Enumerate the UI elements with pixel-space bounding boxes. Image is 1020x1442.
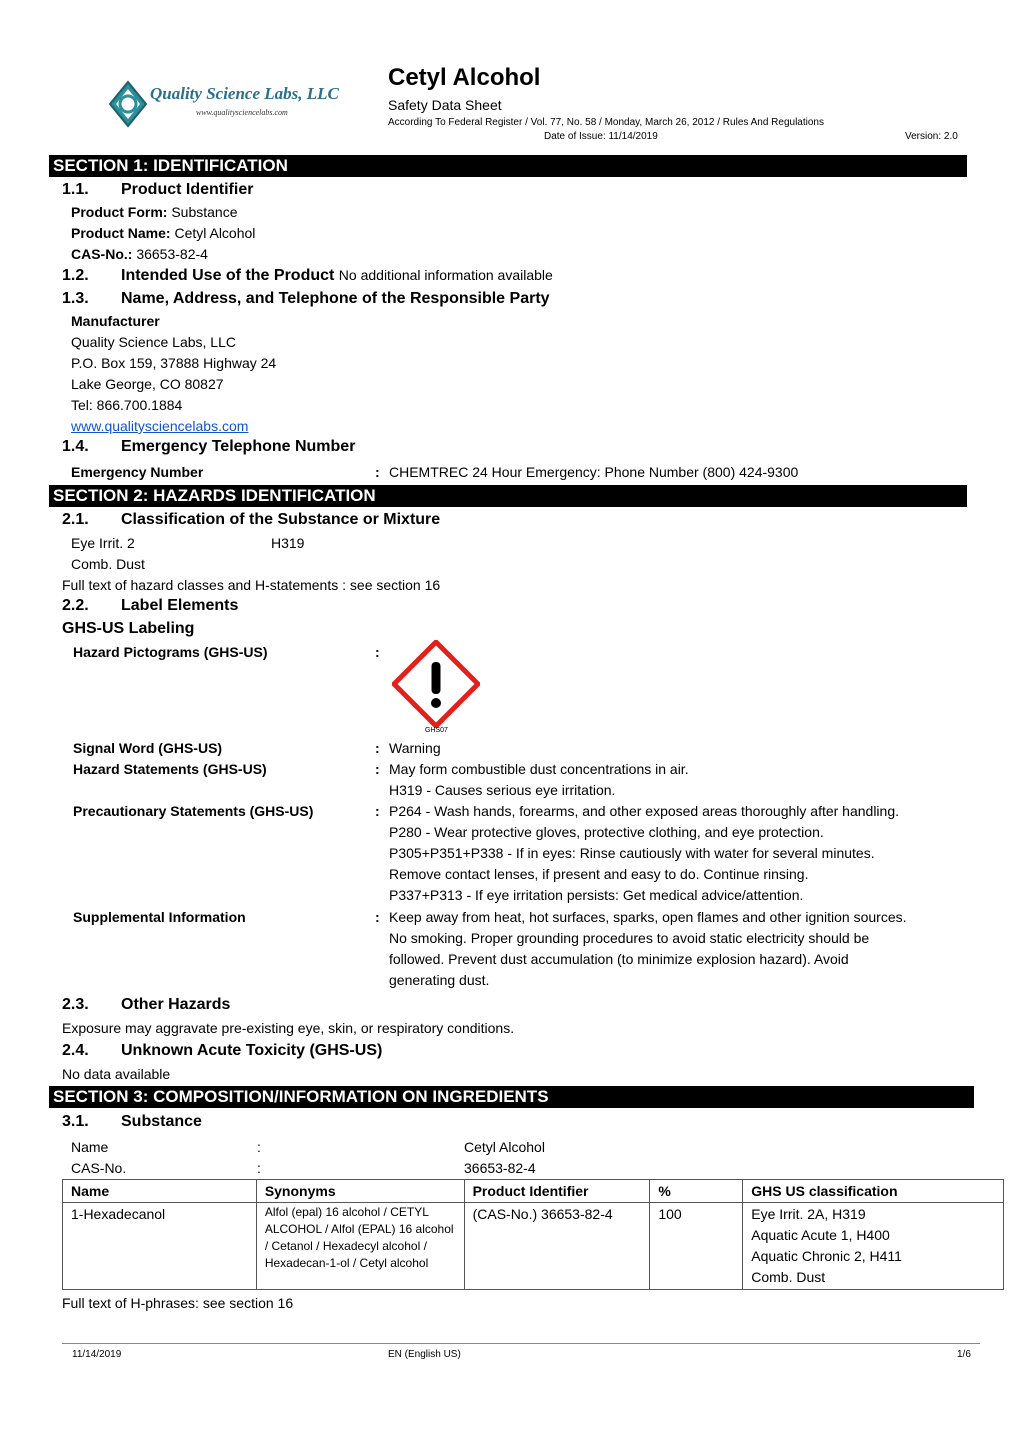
hazard-colon: : bbox=[375, 761, 380, 777]
precaution-4: Remove contact lenses, if present and easy to do. Continue rinsing. bbox=[389, 866, 809, 882]
product-form-value: Substance bbox=[171, 204, 238, 220]
precaution-3: P305+P351+P338 - If in eyes: Rinse cautiously with water for several minutes. bbox=[389, 845, 875, 861]
product-name-value: Cetyl Alcohol bbox=[174, 225, 256, 241]
s14-number: 1.4. bbox=[62, 438, 89, 455]
s21-title: Classification of the Substance or Mixture bbox=[121, 511, 441, 528]
col-header-percent: % bbox=[650, 1180, 743, 1203]
s13-number: 1.3. bbox=[62, 290, 89, 307]
cas-value: 36653-82-4 bbox=[136, 246, 208, 262]
supplemental-2: No smoking. Proper grounding procedures to avoid static electricity should be bbox=[389, 930, 870, 946]
section-3-header: SECTION 3: COMPOSITION/INFORMATION ON INGREDIENTS bbox=[49, 1086, 974, 1108]
date-of-issue: Date of Issue: 11/14/2019 bbox=[544, 131, 658, 142]
product-form bbox=[71, 202, 238, 223]
s23-value: Exposure may aggravate pre-existing eye, skin, or respiratory conditions. bbox=[62, 1020, 515, 1036]
s11-title: Product Identifier bbox=[121, 181, 254, 198]
class-comb-dust: Comb. Dust bbox=[71, 556, 145, 572]
signal-word-label: Signal Word (GHS-US) bbox=[73, 740, 223, 756]
address-line-2: Lake George, CO 80827 bbox=[71, 376, 224, 392]
supplemental-colon: : bbox=[375, 909, 380, 925]
precaution-1: P264 - Wash hands, forearms, and other exposed areas thoroughly after handling. bbox=[389, 803, 900, 819]
substance-name-label: Name bbox=[71, 1139, 109, 1155]
h-phrases-note: Full text of H-phrases: see section 16 bbox=[62, 1295, 294, 1311]
hazard-statements-label: Hazard Statements (GHS-US) bbox=[73, 761, 267, 777]
regulation-text: According To Federal Register / Vol. 77, No. 58 / Monday, March 26, 2012 / Rules And Regulations bbox=[388, 117, 824, 128]
substance-name-value: Cetyl Alcohol bbox=[464, 1139, 545, 1155]
precaution-colon: : bbox=[375, 803, 380, 819]
table-row bbox=[63, 1203, 1004, 1290]
s12-title: Intended Use of the Product bbox=[121, 267, 335, 284]
hazard-statement-2: H319 - Causes serious eye irritation. bbox=[389, 782, 616, 798]
telephone: Tel: 866.700.1884 bbox=[71, 397, 183, 413]
signal-colon: : bbox=[375, 740, 380, 756]
product-name-label: Product Name: bbox=[71, 225, 171, 241]
pictograms-colon: : bbox=[375, 644, 380, 660]
s22-number: 2.2. bbox=[62, 597, 89, 614]
s23-number: 2.3. bbox=[62, 996, 89, 1013]
page-title: Cetyl Alcohol bbox=[388, 64, 541, 91]
company-logo bbox=[108, 80, 348, 130]
cell-synonyms: Alfol (epal) 16 alcohol / CETYL ALCOHOL / Alfol (EPAL) 16 alcohol / Cetanol / Hexadecyl alcohol / Hexadecan-1-ol / Cetyl alcohol bbox=[256, 1203, 464, 1290]
supplemental-4: generating dust. bbox=[389, 972, 490, 988]
pictogram-code: GHS07 bbox=[425, 727, 448, 734]
table-header-row bbox=[63, 1180, 1004, 1203]
s22-title: Label Elements bbox=[121, 597, 239, 614]
supplemental-1: Keep away from heat, hot surfaces, sparks, open flames and other ignition sources. bbox=[389, 909, 907, 925]
logo-url: www.qualitysciencelabs.com bbox=[196, 108, 288, 117]
manufacturer-label: Manufacturer bbox=[71, 313, 160, 329]
precautionary-label: Precautionary Statements (GHS-US) bbox=[73, 803, 314, 819]
s13-title: Name, Address, and Telephone of the Responsible Party bbox=[121, 290, 550, 307]
composition-table bbox=[62, 1179, 1004, 1290]
signal-word-value: Warning bbox=[389, 740, 441, 756]
s12-value: No additional information available bbox=[338, 267, 553, 283]
class-eye-irrit-code: H319 bbox=[271, 535, 305, 551]
col-header-identifier: Product Identifier bbox=[464, 1180, 650, 1203]
s24-value: No data available bbox=[62, 1066, 171, 1082]
pictograms-label: Hazard Pictograms (GHS-US) bbox=[73, 644, 268, 660]
address-line-1: P.O. Box 159, 37888 Highway 24 bbox=[71, 355, 277, 371]
section-2-header: SECTION 2: HAZARDS IDENTIFICATION bbox=[49, 485, 967, 507]
s21-number: 2.1. bbox=[62, 511, 89, 528]
hazard-fulltext-note: Full text of hazard classes and H-statements : see section 16 bbox=[62, 577, 441, 593]
s11-number: 1.1. bbox=[62, 181, 89, 198]
footer-language: EN (English US) bbox=[388, 1349, 461, 1360]
precaution-5: P337+P313 - If eye irritation persists: Get medical advice/attention. bbox=[389, 887, 804, 903]
product-form-label: Product Form: bbox=[71, 204, 168, 220]
footer-page-number: 1/6 bbox=[957, 1349, 971, 1360]
s24-title: Unknown Acute Toxicity (GHS-US) bbox=[121, 1042, 383, 1059]
s14-title: Emergency Telephone Number bbox=[121, 438, 356, 455]
col-header-synonyms: Synonyms bbox=[256, 1180, 464, 1203]
col-header-name: Name bbox=[63, 1180, 257, 1203]
cell-name: 1-Hexadecanol bbox=[63, 1203, 257, 1290]
cas-label: CAS-No.: bbox=[71, 246, 133, 262]
logo-text: Quality Science Labs, LLC bbox=[150, 84, 339, 103]
substance-cas-value: 36653-82-4 bbox=[464, 1160, 536, 1176]
doc-subtitle: Safety Data Sheet bbox=[388, 97, 502, 113]
ghs07-exclamation-icon bbox=[392, 640, 480, 728]
s12-number: 1.2. bbox=[62, 267, 89, 284]
s31-title: Substance bbox=[121, 1113, 202, 1130]
emergency-colon: : bbox=[375, 464, 380, 480]
emergency-value: CHEMTREC 24 Hour Emergency: Phone Number (800) 424-9300 bbox=[389, 464, 799, 480]
emergency-label: Emergency Number bbox=[71, 464, 204, 480]
supplemental-3: followed. Prevent dust accumulation (to minimize explosion hazard). Avoid bbox=[389, 951, 849, 967]
s23-title: Other Hazards bbox=[121, 996, 231, 1013]
section-1-header: SECTION 1: IDENTIFICATION bbox=[49, 155, 967, 177]
col-header-ghs: GHS US classification bbox=[743, 1180, 1004, 1203]
cell-ghs: Eye Irrit. 2A, H319 Aquatic Acute 1, H400 Aquatic Chronic 2, H411 Comb. Dust bbox=[743, 1203, 1004, 1290]
product-name bbox=[71, 223, 255, 244]
footer-divider bbox=[62, 1343, 980, 1344]
footer-date: 11/14/2019 bbox=[72, 1349, 122, 1360]
supplemental-label: Supplemental Information bbox=[73, 909, 246, 925]
cell-percent: 100 bbox=[650, 1203, 743, 1290]
class-eye-irrit: Eye Irrit. 2 bbox=[71, 535, 135, 551]
substance-name-colon: : bbox=[257, 1139, 261, 1155]
website-link[interactable]: www.qualitysciencelabs.com bbox=[71, 418, 249, 434]
s24-number: 2.4. bbox=[62, 1042, 89, 1059]
version: Version: 2.0 bbox=[905, 131, 958, 142]
ghs-labeling-title: GHS-US Labeling bbox=[62, 620, 195, 637]
s12-line bbox=[121, 267, 553, 285]
logo-emblem-icon bbox=[108, 80, 148, 128]
company-name: Quality Science Labs, LLC bbox=[71, 334, 236, 350]
precaution-2: P280 - Wear protective gloves, protective clothing, and eye protection. bbox=[389, 824, 824, 840]
cell-identifier: (CAS-No.) 36653-82-4 bbox=[464, 1203, 650, 1290]
substance-cas-colon: : bbox=[257, 1160, 261, 1176]
cas-number bbox=[71, 244, 208, 265]
hazard-statement-1: May form combustible dust concentrations in air. bbox=[389, 761, 689, 777]
substance-cas-label: CAS-No. bbox=[71, 1160, 127, 1176]
s31-number: 3.1. bbox=[62, 1113, 89, 1130]
